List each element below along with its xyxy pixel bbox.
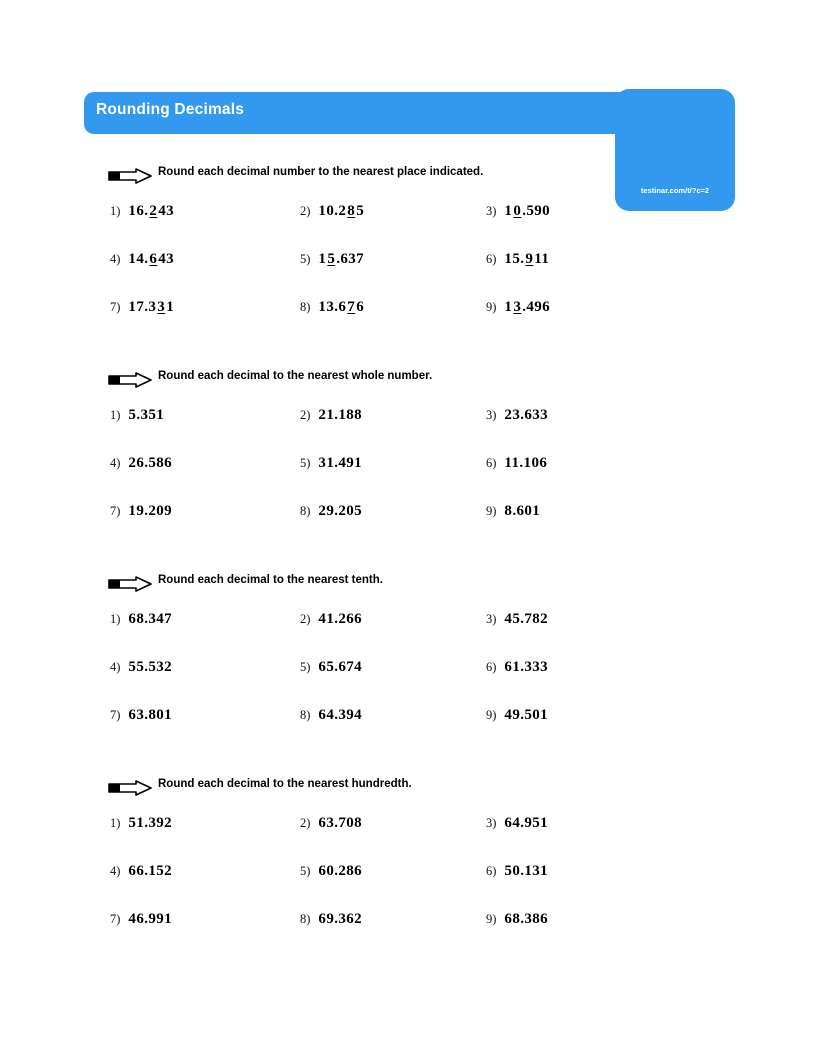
problem-value: 65.674 — [318, 659, 363, 675]
problem-value: 23.633 — [504, 407, 549, 423]
section-2-title: Round each decimal to the nearest whole number. — [158, 370, 433, 382]
problem-value: 29.205 — [318, 503, 363, 519]
table-row — [108, 862, 728, 910]
problem-number: 9) — [486, 912, 497, 926]
problem-value: 26.586 — [128, 455, 173, 471]
section-3-grid — [108, 610, 728, 754]
table-row — [108, 406, 728, 454]
section-4-grid — [108, 814, 728, 958]
section-2-grid — [108, 406, 728, 550]
problem-number: 7) — [110, 912, 121, 926]
problem-item — [486, 298, 550, 316]
problem-value: 13.496 — [504, 299, 551, 315]
problem-item — [300, 610, 362, 628]
problem-value: 8.601 — [504, 503, 541, 519]
problem-number: 6) — [486, 252, 497, 266]
problem-number: 5) — [300, 456, 311, 470]
problem-item — [300, 202, 364, 220]
problem-value: 41.266 — [318, 611, 363, 627]
problem-value: 69.362 — [318, 911, 363, 927]
problem-number: 8) — [300, 300, 311, 314]
problem-item — [110, 250, 174, 268]
problem-item — [486, 250, 549, 268]
problem-value: 14.643 — [128, 251, 175, 267]
section-3 — [108, 574, 728, 723]
problem-value: 11.106 — [504, 455, 548, 471]
problem-number: 5) — [300, 864, 311, 878]
problem-item — [486, 862, 548, 880]
problem-number: 9) — [486, 708, 497, 722]
problem-number: 6) — [486, 456, 497, 470]
table-row — [108, 454, 728, 502]
problem-item — [110, 298, 174, 316]
problem-item — [300, 814, 362, 832]
problem-item — [300, 502, 362, 520]
problem-item — [486, 502, 540, 520]
problem-number: 3) — [486, 612, 497, 626]
problem-value: 50.131 — [504, 863, 549, 879]
problem-number: 2) — [300, 408, 311, 422]
problem-value: 66.152 — [128, 863, 173, 879]
problem-number: 8) — [300, 912, 311, 926]
problem-value: 17.331 — [128, 299, 175, 315]
problem-item — [110, 454, 172, 472]
problem-number: 3) — [486, 408, 497, 422]
problem-number: 9) — [486, 504, 497, 518]
problem-number: 3) — [486, 816, 497, 830]
problem-number: 7) — [110, 504, 121, 518]
problem-item — [486, 406, 548, 424]
problem-value: 55.532 — [128, 659, 173, 675]
problem-item — [110, 910, 172, 928]
problem-number: 9) — [486, 300, 497, 314]
problem-item — [300, 406, 362, 424]
problem-number: 7) — [110, 708, 121, 722]
section-3-title: Round each decimal to the nearest tenth. — [158, 574, 383, 586]
problem-item — [486, 910, 548, 928]
section-3-header — [108, 574, 728, 598]
section-4 — [108, 778, 728, 927]
problem-value: 31.491 — [318, 455, 363, 471]
problem-number: 3) — [486, 204, 497, 218]
pencil-arrow-icon — [108, 576, 152, 592]
problem-value: 64.394 — [318, 707, 363, 723]
problem-item — [300, 298, 364, 316]
problem-value: 46.991 — [128, 911, 173, 927]
problem-value: 13.676 — [318, 299, 365, 315]
problem-value: 19.209 — [128, 503, 173, 519]
problem-number: 5) — [300, 660, 311, 674]
problem-number: 1) — [110, 816, 121, 830]
problem-number: 2) — [300, 816, 311, 830]
problem-value: 68.386 — [504, 911, 549, 927]
problem-number: 1) — [110, 204, 121, 218]
problem-item — [300, 454, 362, 472]
problem-number: 4) — [110, 252, 121, 266]
problem-value: 45.782 — [504, 611, 549, 627]
page-title: Rounding Decimals — [96, 101, 245, 118]
problem-item — [486, 454, 547, 472]
problem-item — [110, 814, 172, 832]
problem-item — [300, 658, 362, 676]
table-row — [108, 706, 728, 754]
problem-value: 49.501 — [504, 707, 549, 723]
problem-value: 15.637 — [318, 251, 365, 267]
problem-value: 5.351 — [128, 407, 165, 423]
problem-item — [110, 406, 164, 424]
problem-number: 7) — [110, 300, 121, 314]
problem-item — [486, 706, 548, 724]
problem-value: 60.286 — [318, 863, 363, 879]
problem-number: 2) — [300, 612, 311, 626]
qr-url-label: testinar.com/t/?c=2 — [640, 186, 710, 195]
problem-number: 4) — [110, 660, 121, 674]
problem-number: 2) — [300, 204, 311, 218]
problem-item — [110, 610, 172, 628]
pencil-arrow-icon — [108, 780, 152, 796]
table-row — [108, 250, 728, 298]
table-row — [108, 910, 728, 958]
problem-item — [110, 658, 172, 676]
section-4-title: Round each decimal to the nearest hundredth. — [158, 778, 412, 790]
problem-item — [110, 862, 172, 880]
problem-number: 6) — [486, 864, 497, 878]
table-row — [108, 658, 728, 706]
section-2 — [108, 370, 728, 519]
problem-item — [486, 814, 548, 832]
problem-item — [300, 862, 362, 880]
table-row — [108, 814, 728, 862]
problem-value: 15.911 — [504, 251, 550, 267]
problem-value: 10.590 — [504, 203, 551, 219]
problem-value: 63.801 — [128, 707, 173, 723]
problem-item — [486, 202, 550, 220]
problem-value: 63.708 — [318, 815, 363, 831]
section-4-header — [108, 778, 728, 802]
problem-number: 6) — [486, 660, 497, 674]
problem-value: 21.188 — [318, 407, 363, 423]
problem-number: 4) — [110, 456, 121, 470]
table-row — [108, 298, 728, 346]
problem-item — [110, 706, 172, 724]
section-2-header — [108, 370, 728, 394]
problem-value: 61.333 — [504, 659, 549, 675]
problem-item — [486, 610, 548, 628]
problem-item — [486, 658, 548, 676]
problem-value: 16.243 — [128, 203, 175, 219]
problem-item — [110, 202, 174, 220]
problem-number: 1) — [110, 612, 121, 626]
problem-value: 64.951 — [504, 815, 549, 831]
problem-number: 8) — [300, 708, 311, 722]
problem-value: 51.392 — [128, 815, 173, 831]
table-row — [108, 610, 728, 658]
section-1-title: Round each decimal number to the nearest place indicated. — [158, 166, 484, 178]
table-row — [108, 202, 728, 250]
section-1-header — [108, 166, 728, 190]
pencil-arrow-icon — [108, 372, 152, 388]
table-row — [108, 502, 728, 550]
problem-number: 1) — [110, 408, 121, 422]
problem-number: 4) — [110, 864, 121, 878]
problem-value: 10.285 — [318, 203, 365, 219]
problem-item — [300, 706, 362, 724]
problem-item — [110, 502, 172, 520]
problem-item — [300, 250, 364, 268]
section-1-grid — [108, 202, 728, 346]
problem-number: 5) — [300, 252, 311, 266]
problem-item — [300, 910, 362, 928]
pencil-arrow-icon — [108, 168, 152, 184]
problem-number: 8) — [300, 504, 311, 518]
problem-value: 68.347 — [128, 611, 173, 627]
